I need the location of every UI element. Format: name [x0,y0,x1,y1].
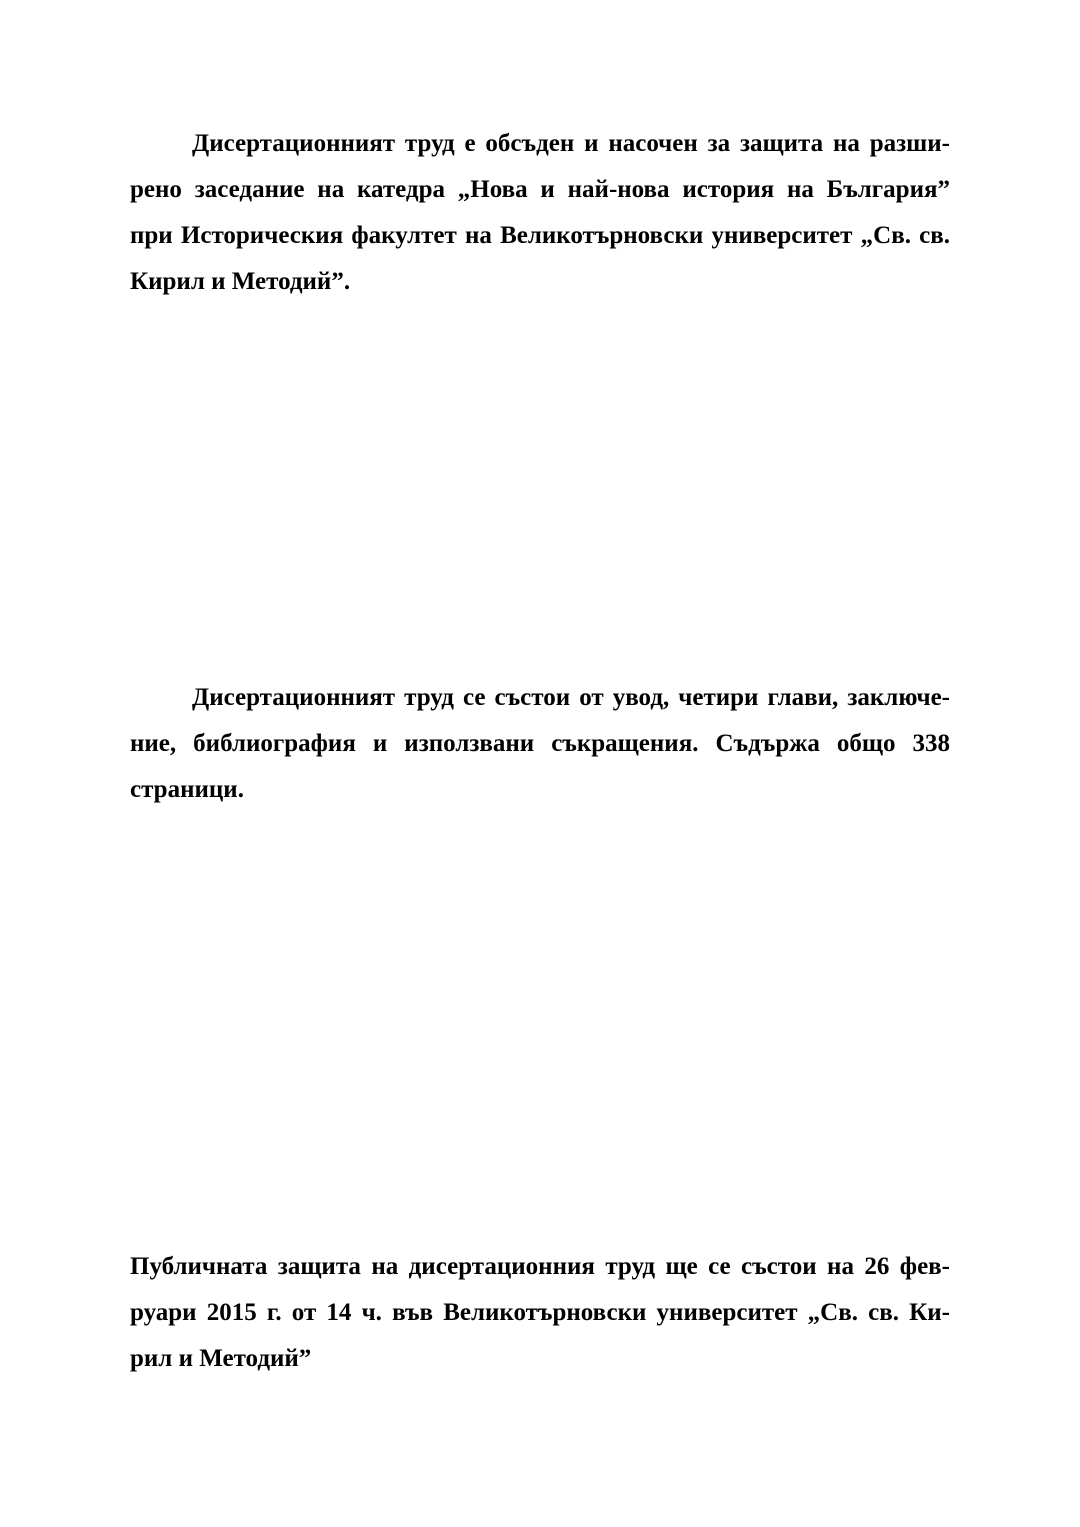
public-defense-paragraph [130,1244,950,1382]
paragraph-line: ние, библиография и използвани съкращения. Съдържа общо 338 [130,730,950,757]
paragraph-line: Публичната защита на дисертационния труд ще се състои на 26 фев- [130,1253,950,1280]
paragraph-line: Дисертационният труд е обсъден и насочен за защита на разши- [192,130,950,157]
paragraph-line: рил и Методий” [130,1345,312,1372]
paragraph-line: при Историческия факултет на Великотърновски университет „Св. св. [130,222,950,249]
approval-paragraph [130,121,950,305]
paragraph-line: руари 2015 г. от 14 ч. във Великотърновски университет „Св. св. Ки- [130,1299,950,1326]
paragraph-line: Кирил и Методий”. [130,268,351,295]
paragraph-line: страници. [130,776,244,803]
paragraph-line: рено заседание на катедра „Нова и най-нова история на България” [130,176,950,203]
structure-paragraph [130,675,950,813]
paragraph-line: Дисертационният труд се състои от увод, четири глави, заключе- [192,684,950,711]
